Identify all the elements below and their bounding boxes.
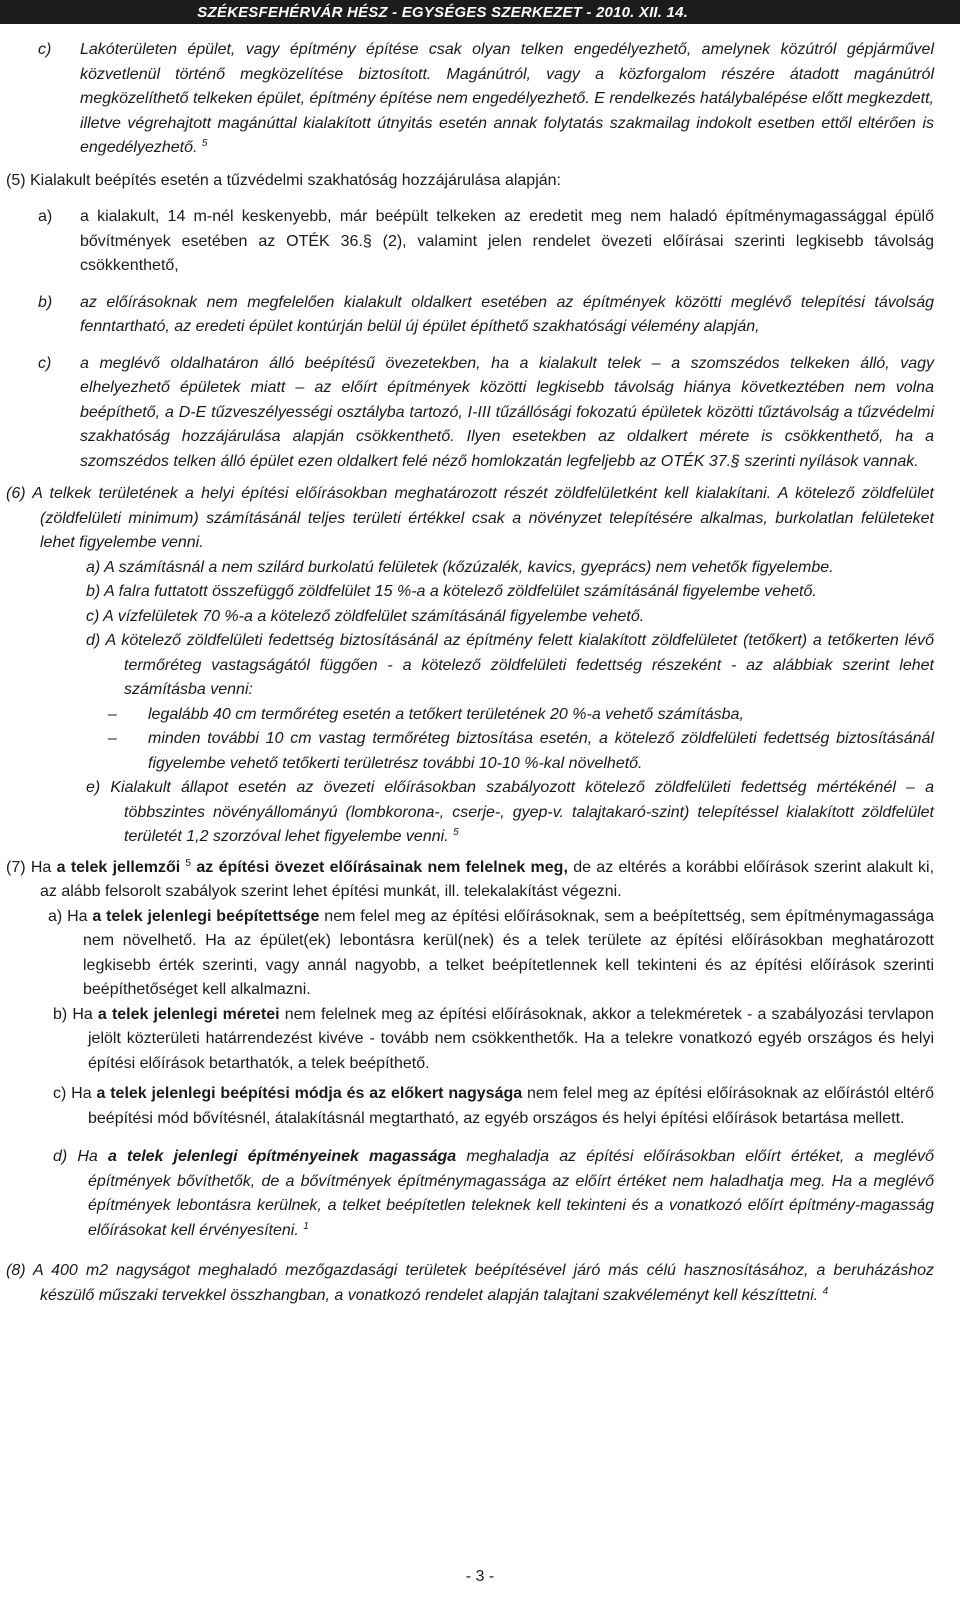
item-text: a kialakult, 14 m-nél keskenyebb, már beépült telkeken az eredetit meg nem haladó építménymagassággal épülő bővítmények esetében az OTÉK 36.§ (2), valamint jelen rendelet övezeti előírásai szerinti legkisebb távolság csökkenthető, [80, 208, 934, 274]
text: de az eltérés a korábbi előírások szerint alakult ki, az alább felsorolt szabályok szerint lehet építési munkát, ill. telekalakítást végezni. [40, 858, 935, 900]
section-6-item-e [86, 776, 934, 850]
section-7-item-a [48, 905, 934, 1003]
text: (8) A 400 m2 nagyságot meghaladó mezőgazdasági területek beépítésével járó más célú hasznosításához, a beruházáshoz készülő műszaki tervekkel összhangban, a vonatkozó rendelet alapján talajtani szakvéleményt kell készíttetni. [6, 1262, 934, 1304]
dash-bullet: – [108, 705, 117, 723]
text: e) Kialakult állapot esetén az övezeti előírásokban szabályozott kötelező zöldfelületi fedettség mértékénél – a többszintes növényállományú (lombkorona-, cserje-, gyep-v. talajtakaró-szint) telepítéssel kialakított zöldfelület területét 1,2 szorzóval lehet figyelembe venni. [86, 779, 934, 845]
section-6-item-c: c) A vízfelületek 70 %-a a kötelező zöldfelület számításánál figyelembe vehető. [86, 607, 645, 625]
dash-bullet: – [108, 730, 117, 747]
text: meghaladja az építési előírásokban előírt értéket, a meglévő építmények bővíthetők, de a bővítmények építménymagassága az előírt értéket nem haladhatja meg. Ha a meglévő építmények lebontásra kerülnek, a telket beépítetlen teleknek kell tekinteni és a vonatkozó előírt építmény-magasság előírásokat kell érvényesíteni. [88, 1148, 934, 1239]
text: a) Ha [48, 907, 93, 925]
text: nem felelnek meg az építési előírásoknak, akkor a telekméretek - a szabályozási tervlapon jelölt közterületi határrendezést kivéve - tovább nem csökkenthetők. Ha a telekre vonatkozó egyéb országos és helyi építési előírások betarthatók, a telek beépíthető. [88, 1005, 934, 1072]
text: b) Ha [53, 1005, 98, 1023]
section-5-item-a [38, 205, 934, 279]
section-7-item-d [53, 1145, 934, 1243]
text: nem felel meg az építési előírásoknak az előírástól eltérő beépítési mód bővítésnél, átalakításnál megtartható, az egyéb országos és helyi építési előírások betartása mellett. [88, 1085, 935, 1127]
section-7 [6, 856, 934, 1244]
section-8 [6, 1259, 934, 1308]
bold-text: a telek jelenlegi beépítési módja és az előkert nagysága [96, 1085, 523, 1102]
footnote-ref: 5 [201, 138, 208, 149]
section-6-dash-1 [108, 703, 934, 728]
dash-text: minden további 10 cm vastag termőréteg biztosítása esetén, a kötelező zöldfelületi fedettség biztosításánál figyelembe vehető tetőkerti területrész további 10-10 %-kal növelhető. [148, 730, 934, 772]
item-label: b) [38, 293, 53, 311]
section-6-dash-2 [108, 727, 934, 776]
paragraph-c-top [38, 38, 934, 161]
section-7-intro [6, 856, 934, 905]
section-5-item-b [38, 291, 934, 340]
bold-text: a telek jelenlegi beépítettsége [92, 907, 320, 925]
document-header [0, 0, 960, 24]
document-body [0, 38, 960, 1308]
item-label: c) [38, 354, 52, 372]
section-6-item-d: d) A kötelező zöldfelületi fedettség biztosításánál az építmény felett kialakított zöldfelületet (tetőkert) a tetőkerten lévő termőréteg vastagságától függően - a kötelező zöldfelületi fedettség részeként - az alábbiak szerint lehet számításba venni: [86, 632, 934, 698]
text: c) Ha [53, 1085, 97, 1102]
section-6-item-a: a) A számításnál a nem szilárd burkolatú felületek (kőzúzalék, kavics, gyeprács) nem vehetők figyelembe. [86, 558, 834, 576]
section-6 [6, 482, 934, 850]
footnote-ref: 5 [453, 827, 459, 838]
footnote-ref: 1 [303, 1220, 309, 1232]
section-7-item-b [53, 1003, 934, 1077]
text: (7) Ha [6, 858, 57, 876]
text: nem felel meg az építési előírásoknak, sem a beépítettség, sem építménymagassága nem növelhető. Ha az épület(ek) lebontásra kerül(nek) és a telek területe az építési előírásokban meghatározott legkisebb érték szerinti, vagy annál nagyobb, a telket beépítetlennek kell tekinteni és az építési előírások szerinti beépíthetőséget kell alkalmazni. [83, 907, 934, 998]
section-5-intro: (5) Kialakult beépítés esetén a tűzvédelmi szakhatóság hozzájárulása alapján: [6, 171, 561, 189]
page-number: - 3 - [465, 1568, 495, 1585]
section-7-item-c [53, 1082, 934, 1131]
section-6-intro: (6) A telkek területének a helyi építési előírásokban meghatározott részét zöldfelületként kell kialakítani. A kötelező zöldfelület (zöldfelületi minimum) számításánál teljes területi értékkel csak a növényzet telepítésére alkalmas, burkolatlan felületeket lehet figyelembe venni. [6, 485, 934, 551]
header-title: SZÉKESFEHÉRVÁR HÉSZ - EGYSÉGES SZERKEZET - 2010. XII. 14. [197, 4, 688, 21]
item-label: c) [38, 41, 52, 58]
paragraph-text [80, 38, 934, 161]
footnote-ref: 4 [822, 1285, 829, 1297]
item-label: a) [38, 208, 53, 225]
text: Lakóterületen épület, vagy építmény építése csak olyan telken engedélyezhető, amelynek közútról gépjárművel közvetlenül történő megközelítése biztosított. Magánútról, vagy a közforgalom részére átadott magánútról megközelíthető telkeken épület, építmény építése nem engedélyezhető. E rendelkezés hatálybalépése előtt megkezdett, illetve végrehajtott magánúttal kialakított útnyitás esetén annak folytatás szakmailag indokolt esetben ettől eltérően is engedélyezhető. [80, 41, 934, 156]
section-5-item-c [38, 352, 934, 475]
bold-text: az építési övezet előírásainak nem felelnek meg, [196, 858, 568, 876]
footnote-ref: 5 [185, 857, 192, 869]
dash-text: legalább 40 cm termőréteg esetén a tetőkert területének 20 %-a vehető számításba, [148, 705, 744, 723]
item-text: az előírásoknak nem megfelelően kialakult oldalkert esetében az építmények közötti meglévő telepítési távolság fenntartható, az eredeti épület kontúrján belül új épület építhető szakhatósági vélemény alapján, [80, 293, 934, 335]
bold-text: a telek jellemzői [56, 858, 181, 876]
item-text: a meglévő oldalhatáron álló beépítésű övezetekben, ha a kialakult telek – a szomszédos telkeken álló, vagy elhelyezhető épületek miatt – az előírt építmények közötti legkisebb távolság hiánya következtében nem volna beépíthető, a D-E tűzveszélyességi osztályba tartozó, I-III tűzállósági fokozatú épületek közötti tűztávolság a tűzvédelmi szakhatóság hozzájárulása alapján csökkenthető. Ilyen esetekben az oldalkert mérete is csökkenthető, ha a szomszédos telken álló épület ezen oldalkert felé néző homlokzatán legfeljebb az OTÉK 37.§ szerinti nyílások vannak. [80, 354, 934, 470]
text: d) Ha [53, 1148, 108, 1165]
bold-text: a telek jelenlegi méretei [97, 1005, 280, 1023]
bold-text: a telek jelenlegi építményeinek magassága [107, 1148, 457, 1165]
section-6-item-b: b) A falra futtatott összefüggő zöldfelület 15 %-a a kötelező zöldfelület számításánál figyelembe vehető. [86, 583, 817, 600]
